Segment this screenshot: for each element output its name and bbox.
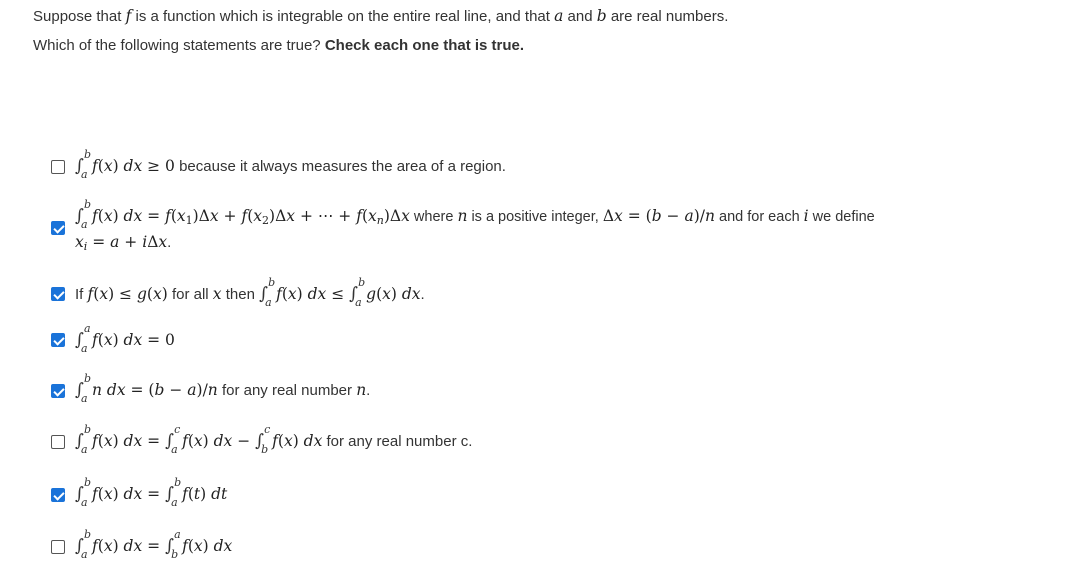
- option-8-checkbox[interactable]: [51, 540, 65, 554]
- option-2-text: ∫ b a f(x) dx = $f(x_1)\Delta x + f(x_2)\Delta x$ + ⋯ + $f(x_n)\Delta x$ where n is a positive integer, Δx = (b − a)/n and for each i we define: [75, 198, 875, 231]
- option-2-checkbox[interactable]: [51, 221, 65, 235]
- option-5-checkbox[interactable]: [51, 384, 65, 398]
- question-line-2: Which of the following statements are true? Check each one that is true.: [33, 37, 525, 54]
- option-7-text: ∫ b a f(x) dx = ∫ b a f(t) dt: [75, 476, 228, 509]
- option-2-text-cont: $x_i = a + i\Delta x$.: [75, 233, 172, 253]
- question-line-1: Suppose that f is a function which is integrable on the entire real line, and that a and b are real numbers.: [33, 7, 729, 25]
- option-1-checkbox[interactable]: [51, 160, 65, 174]
- option-3-text: If f(x) ≤ g(x) for all x then ∫ b a f(x) dx ≤ ∫ b a g(x) dx.: [75, 276, 425, 309]
- option-8-text: ∫ b a f(x) dx = ∫ a b f(x) dx: [75, 528, 233, 561]
- option-7-checkbox[interactable]: [51, 488, 65, 502]
- option-5-text: ∫ b a n dx = (b − a)/n for any real number n.: [75, 372, 371, 405]
- option-6-checkbox[interactable]: [51, 435, 65, 449]
- option-4-text: ∫ a a f(x) dx = 0: [75, 322, 175, 355]
- option-4-checkbox[interactable]: [51, 333, 65, 347]
- option-6-text: ∫ b a f(x) dx = ∫ c a f(x) dx − ∫ c b f(x) dx for any real number c.: [75, 423, 473, 456]
- option-3-checkbox[interactable]: [51, 287, 65, 301]
- option-1-text: ∫ b a f(x) dx ≥ 0 because it always measures the area of a region.: [75, 148, 506, 181]
